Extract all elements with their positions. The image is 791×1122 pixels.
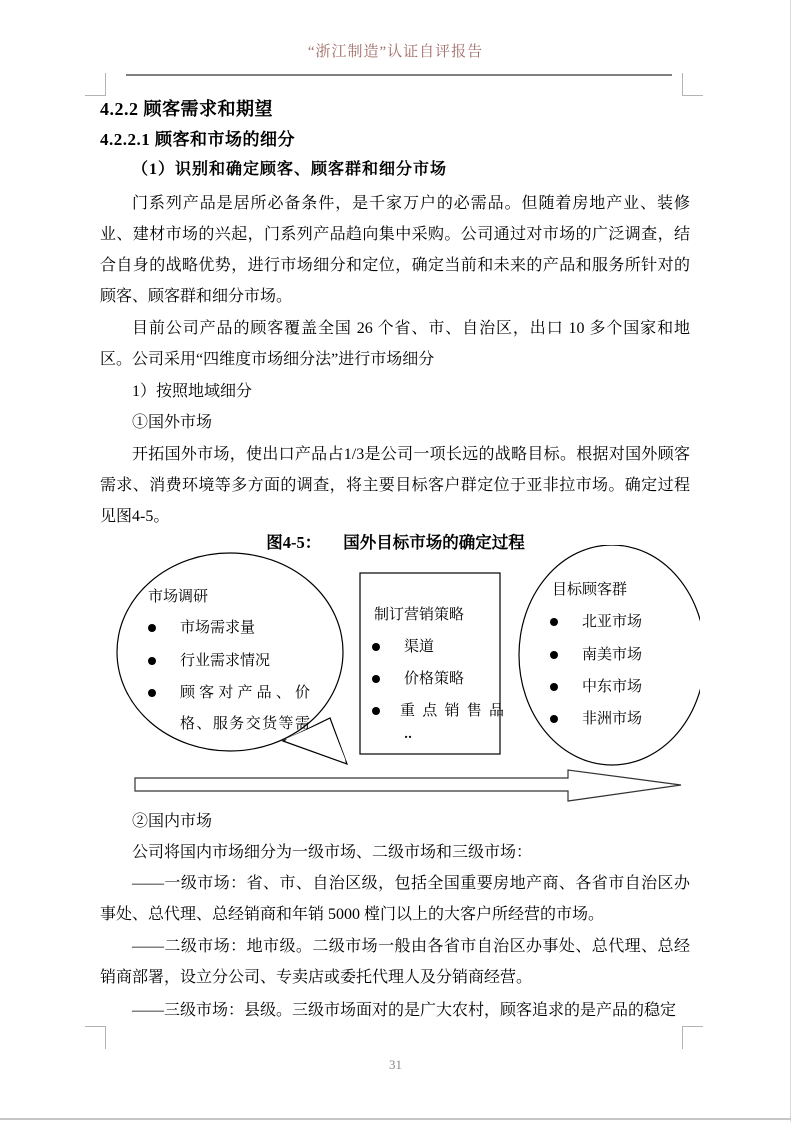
bubble-item-label: 市场需求量 [180,620,256,636]
figure-caption-text: 国外目标市场的确定过程 [343,533,525,552]
paragraph: ——三级市场：县级。三级市场面对的是广大农村，顾客追求的是产品的稳定 [132,1002,677,1019]
bubble-item-label: 行业需求情况 [180,653,271,669]
target-item-label: 中东市场 [582,679,643,695]
paragraph: ——一级市场：省、市、自治区级，包括全国重要房地产商、各省市自治区办事处、总代理、总经销商和年销 5000 樘门以上的大客户所经营的市场。 [100,875,690,923]
bubble-title: 市场调研 [148,589,209,605]
bullet-icon [148,657,156,665]
bullet-icon [148,624,156,632]
section-heading-422: 4.2.2 顾客需求和期望 [100,99,273,119]
strategy-item-label: 渠道 [404,639,435,655]
strategy-list-item [372,632,434,663]
list-item-heading: 1）按照地域细分 [132,383,253,400]
bullet-icon [550,683,558,691]
bullet-icon [372,675,380,683]
bullet-icon [372,707,380,715]
target-ellipse-title: 目标顾客群 [552,582,628,598]
bullet-icon [550,618,558,626]
page-number: 31 [389,1057,402,1072]
target-list-item [550,607,642,638]
margin-corner-mark [85,1026,106,1049]
page-header-title: “浙江制造”认证自评报告 [307,44,484,60]
strategy-item-label: 价格策略 [404,671,465,687]
bullet-icon [550,715,558,723]
bubble-list-item [148,678,310,740]
margin-corner-mark [682,1026,703,1049]
header-rule [126,74,672,76]
target-item-label: 北亚市场 [582,614,643,630]
strategy-list-item [372,664,464,695]
bubble-list-item [148,646,270,677]
strategy-box-title: 制订营销策略 [374,607,465,623]
margin-corner-mark [85,73,106,96]
paragraph: 开拓国外市场，使出口产品占1/3是公司一项长远的战略目标。根据对国外顾客需求、消费环境等多方面的调查，将主要目标客户群定位于亚非拉市场。确定过程见图4-5。 [100,446,690,525]
bubble-list-item [148,613,255,644]
paragraph: 公司将国内市场细分为一级市场、二级市场和三级市场： [132,844,533,861]
target-list-item [550,704,642,735]
bullet-icon [550,651,558,659]
paragraph: 目前公司产品的顾客覆盖全国 26 个省、市、自治区，出口 10 多个国家和地区。 [100,320,690,368]
bullet-icon [372,643,380,651]
target-list-item [550,672,642,703]
bubble-item-line: 格、服务交货等需 [180,716,310,732]
paragraph: ——二级市场：地市级。二级市场一般由各省市自治区办事处、总代理、总经销商部署，设立分公司、专卖店或委托代理人及分销商经营。 [100,938,690,986]
figure-caption-label: 图4-5： [266,533,322,552]
sub-item-domestic-market: ②国内市场 [132,813,213,830]
bubble-item-label [180,678,310,740]
sub-heading-1: （1）识别和确定顾客、顾客群和细分市场 [132,161,448,178]
margin-corner-mark [682,73,703,96]
paragraph: 门系列产品是居所必备条件，是千家万户的必需品。但随着房地产业、装修业、建材市场的兴起，门系列产品趋向集中采购。公司通过对市场的广泛调查，结合自身的战略优势，进行市场细分和定位，确定当前和未来的产品和服务所针对的顾客、顾客群和细分市场。 [100,195,690,305]
clipped-text-hint: ‥ [404,727,417,741]
bubble-item-line: 顾客对产品、价 [180,685,310,701]
target-item-label: 非洲市场 [582,711,643,727]
process-arrow-icon [135,770,681,801]
bullet-icon [148,689,156,697]
strategy-list-item [372,696,504,727]
page-bottom-edge [0,1118,791,1120]
section-heading-4221: 4.2.2.1 顾客和市场的细分 [100,130,295,149]
sub-item-foreign-market: ①国外市场 [132,414,213,431]
target-list-item [550,640,642,671]
target-item-label: 南美市场 [582,647,643,663]
strategy-item-label: 重点销售品 [400,703,504,719]
paragraph: 公司采用“四维度市场细分法”进行市场细分 [132,351,435,368]
